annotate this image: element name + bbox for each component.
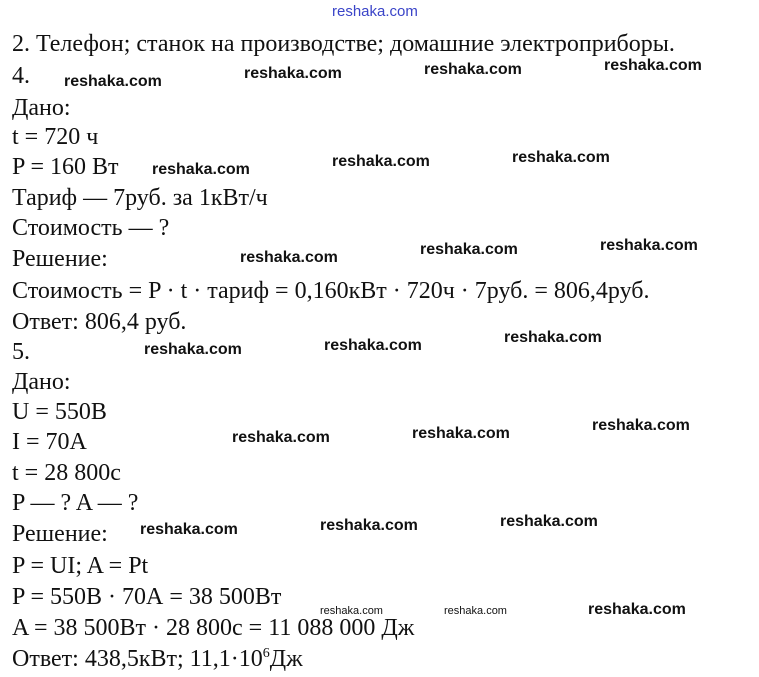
watermark: reshaka.com — [592, 417, 690, 434]
watermark: reshaka.com — [412, 425, 510, 442]
watermark: reshaka.com — [444, 605, 507, 617]
text-line: 2. Телефон; станок на производстве; домашние электроприборы. — [12, 31, 675, 57]
header-watermark: reshaka.com — [332, 3, 418, 20]
watermark: reshaka.com — [500, 513, 598, 530]
watermark: reshaka.com — [604, 57, 702, 74]
text-line: P — ? A — ? — [12, 490, 139, 516]
text-line: t = 28 800с — [12, 460, 121, 486]
answer-prefix: Ответ: 438,5кВт; 11,1·10 — [12, 646, 263, 672]
watermark: reshaka.com — [320, 517, 418, 534]
text-line: 5. — [12, 339, 30, 365]
text-line: I = 70А — [12, 429, 87, 455]
text-line: Решение: — [12, 246, 108, 272]
text-line: Стоимость — ? — [12, 215, 170, 241]
text-line: A = 38 500Вт · 28 800с = 11 088 000 Дж — [12, 615, 415, 641]
text-line: Тариф — 7руб. за 1кВт/ч — [12, 185, 268, 211]
watermark: reshaka.com — [324, 337, 422, 354]
watermark: reshaka.com — [512, 149, 610, 166]
watermark: reshaka.com — [420, 241, 518, 258]
watermark: reshaka.com — [320, 605, 383, 617]
watermark: reshaka.com — [152, 161, 250, 178]
watermark: reshaka.com — [332, 153, 430, 170]
text-line: U = 550В — [12, 399, 107, 425]
answer-line — [12, 645, 303, 673]
watermark: reshaka.com — [140, 521, 238, 538]
watermark: reshaka.com — [600, 237, 698, 254]
text-line: t = 720 ч — [12, 124, 99, 150]
watermark: reshaka.com — [64, 73, 162, 90]
watermark: reshaka.com — [144, 341, 242, 358]
text-line: Решение: — [12, 521, 108, 547]
text-line: Дано: — [12, 95, 71, 121]
text-line: Ответ: 806,4 руб. — [12, 309, 187, 335]
watermark: reshaka.com — [244, 65, 342, 82]
watermark: reshaka.com — [240, 249, 338, 266]
text-line: P = 160 Вт — [12, 154, 119, 180]
text-line: Стоимость = P · t · тариф = 0,160кВт · 720ч · 7руб. = 806,4руб. — [12, 278, 650, 304]
text-line: P = UI; A = Pt — [12, 553, 149, 579]
text-line: 4. — [12, 63, 30, 89]
answer-exponent: 6 — [262, 646, 270, 661]
watermark: reshaka.com — [232, 429, 330, 446]
watermark: reshaka.com — [504, 329, 602, 346]
watermark: reshaka.com — [588, 601, 686, 618]
text-line: P = 550В · 70А = 38 500Вт — [12, 584, 282, 610]
text-line: Дано: — [12, 369, 71, 395]
answer-suffix: Дж — [269, 646, 303, 672]
watermark: reshaka.com — [424, 61, 522, 78]
